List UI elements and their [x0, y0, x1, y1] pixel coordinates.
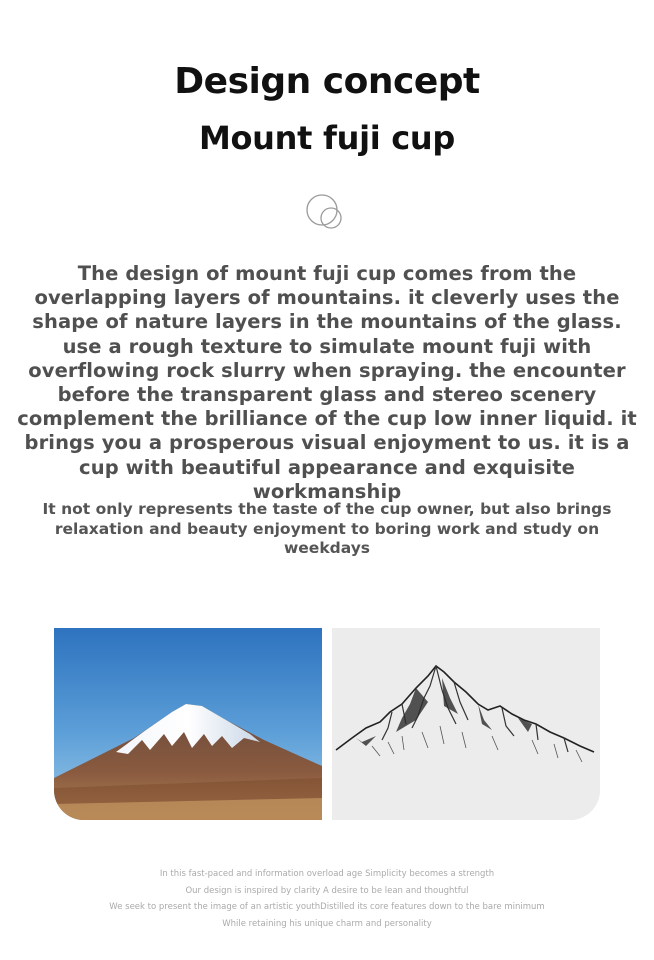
- page-title: Design concept: [174, 61, 480, 102]
- tagline-block: [0, 866, 654, 932]
- design-subtext: It not only represents the taste of the cup owner, but also brings relaxation and beauty enjoyment to boring work and study on weekdays: [42, 500, 612, 557]
- page-subtitle: Mount fuji cup: [198, 119, 456, 157]
- mount-fuji-photo: [54, 628, 322, 820]
- tagline-line: While retaining his unique charm and personality: [222, 918, 432, 929]
- overlapping-circles-icon: [300, 192, 352, 234]
- tagline-line: In this fast-paced and information overload age Simplicity becomes a strength: [159, 869, 495, 879]
- tagline-line: Our design is inspired by clarity A desire to be lean and thoughtful: [185, 885, 469, 896]
- design-description: The design of mount fuji cup comes from the overlapping layers of mountains. it cleverly uses the shape of nature layers in the mountains of the glass. use a rough texture to simulate mount fuji with overflowing rock slurry when spraying. the encounter before the transparent glass and stereo scenery complement the brilliance of the cup low inner liquid. it brings you a prosperous visual enjoyment to us. it is a cup with beautiful appearance and exquisite workmanship: [17, 262, 637, 503]
- tagline-line: We seek to present the image of an artistic youthDistilled its core features down to the bare minimum: [109, 902, 545, 912]
- mountain-sketch: [332, 628, 600, 820]
